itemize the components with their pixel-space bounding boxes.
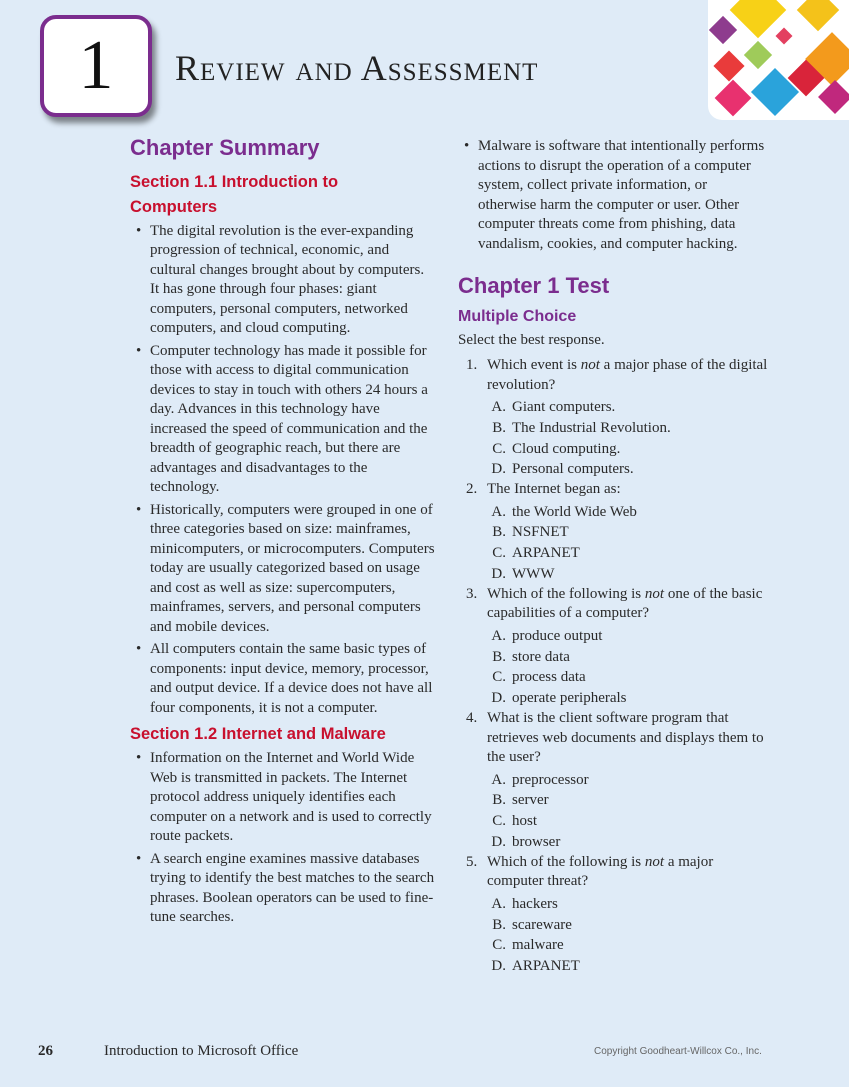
decorative-diamonds-image bbox=[708, 0, 849, 120]
option-letter: B. bbox=[492, 916, 506, 933]
option-text: WWW bbox=[512, 566, 555, 583]
right-column bbox=[458, 137, 768, 977]
question-text: What is the client software program that retrieves web documents and displays them to the user? bbox=[487, 710, 764, 766]
answer-option bbox=[458, 667, 768, 688]
list-item: • The digital revolution is the ever-expanding progression of technical, economic, and cultural changes brought about by computers. It has gone through four phases: giant computers, personal computers, networked computers, and cloud computing. bbox=[130, 222, 436, 339]
answer-option bbox=[458, 397, 768, 418]
answer-option bbox=[458, 935, 768, 956]
question-emphasis: not bbox=[644, 853, 665, 870]
answer-option bbox=[458, 564, 768, 585]
option-text: ARPANET bbox=[512, 958, 580, 975]
question-list bbox=[458, 356, 768, 977]
list-item: • Computer technology has made it possible for those with access to digital communication devices to stay in touch with others 24 hours a day. Advances in this technology have increased the speed of communication and the breadth of geographic reach, but there are advantages and disadvantages to the technology. bbox=[130, 342, 436, 498]
question bbox=[458, 853, 768, 892]
option-text: the World Wide Web bbox=[512, 503, 637, 520]
copyright: Copyright Goodheart-Willcox Co., Inc. bbox=[594, 1046, 762, 1057]
list-item: • Historically, computers were grouped in one of three categories based on size: mainframes, minicomputers, or microcomputers. Computers today are usually categorized based on usage and cost as well as size: supercomputers, mainframes, servers, and personal computers and mobile devices. bbox=[130, 501, 436, 638]
answer-option bbox=[458, 811, 768, 832]
answer-option bbox=[458, 439, 768, 460]
section-bullets bbox=[130, 222, 436, 719]
option-text: process data bbox=[512, 669, 586, 686]
option-text: store data bbox=[512, 648, 570, 665]
option-text: malware bbox=[512, 937, 564, 954]
question bbox=[458, 585, 768, 624]
option-text: Cloud computing. bbox=[512, 440, 621, 457]
answer-option bbox=[458, 894, 768, 915]
list-item: • A search engine examines massive databases trying to identify the best matches to the search phrases. Boolean operators can be used to fine-tune searches. bbox=[130, 850, 436, 928]
option-letter: D. bbox=[491, 461, 506, 478]
option-letter: C. bbox=[492, 545, 506, 562]
option-letter: A. bbox=[491, 399, 506, 415]
question-text: Which event is bbox=[487, 357, 581, 373]
option-text: host bbox=[512, 813, 538, 830]
answer-option bbox=[458, 522, 768, 543]
option-letter: C. bbox=[492, 440, 506, 457]
answer-option bbox=[458, 543, 768, 564]
option-letter: A. bbox=[491, 771, 506, 788]
answer-option bbox=[458, 647, 768, 668]
chapter-summary-heading: Chapter Summary bbox=[130, 135, 320, 160]
option-text: NSFNET bbox=[512, 524, 569, 541]
option-text: ARPANET bbox=[512, 545, 580, 562]
question bbox=[458, 480, 768, 500]
multiple-choice-heading: Multiple Choice bbox=[458, 307, 577, 325]
option-text: preprocessor bbox=[512, 771, 589, 788]
question-number: 3. bbox=[466, 585, 478, 602]
chapter-number-badge bbox=[40, 15, 152, 117]
answer-option bbox=[458, 688, 768, 709]
question bbox=[458, 356, 768, 395]
option-letter: D. bbox=[491, 958, 506, 975]
option-letter: C. bbox=[492, 937, 506, 954]
section-bullets bbox=[130, 749, 436, 928]
answer-option bbox=[458, 626, 768, 647]
option-letter: B. bbox=[492, 792, 506, 809]
answer-option bbox=[458, 790, 768, 811]
option-letter: A. bbox=[491, 503, 506, 520]
list-item: • Malware is software that intentionally performs actions to disrupt the operation of a computer system, collect private information, or otherwise harm the computer or user. Other computer threats come from phishing, data vandalism, cookies, and computer hacking. bbox=[458, 137, 768, 254]
answer-option bbox=[458, 502, 768, 523]
answer-option bbox=[458, 956, 768, 977]
question-text: Which of the following is bbox=[487, 585, 645, 602]
question-emphasis: not bbox=[644, 585, 665, 602]
chapter-test-heading: Chapter 1 Test bbox=[458, 273, 610, 298]
question-text: The Internet began as: bbox=[487, 481, 621, 498]
answer-option bbox=[458, 418, 768, 439]
option-letter: D. bbox=[491, 833, 506, 850]
option-text: hackers bbox=[512, 895, 558, 912]
book-title: Introduction to Microsoft Office bbox=[104, 1043, 299, 1059]
page-title: Review and Assessment bbox=[175, 48, 539, 88]
option-letter: D. bbox=[491, 566, 506, 583]
option-letter: B. bbox=[492, 524, 506, 541]
answer-option bbox=[458, 832, 768, 853]
instructions: Select the best response. bbox=[458, 331, 605, 348]
option-text: browser bbox=[512, 833, 561, 850]
option-text: produce output bbox=[512, 627, 603, 644]
question-number: 5. bbox=[466, 853, 478, 870]
question-text-end: a major computer threat? bbox=[487, 853, 714, 890]
section-heading: Section 1.2 Internet and Malware bbox=[130, 725, 386, 743]
option-letter: C. bbox=[492, 813, 506, 830]
question-text-end: one of the basic capabilities of a computer? bbox=[487, 585, 763, 622]
question-number: 1. bbox=[466, 357, 478, 373]
option-text: scareware bbox=[512, 916, 572, 933]
option-text: Personal computers. bbox=[512, 461, 634, 478]
chapter-summary-column bbox=[130, 135, 436, 931]
question-text-end: a major phase of the digital revolution? bbox=[487, 357, 768, 393]
option-text: Giant computers. bbox=[512, 399, 616, 415]
option-letter: D. bbox=[491, 690, 506, 707]
option-letter: A. bbox=[491, 627, 506, 644]
answer-option bbox=[458, 459, 768, 480]
question bbox=[458, 709, 768, 768]
question-text: Which of the following is bbox=[487, 853, 645, 870]
option-letter: B. bbox=[492, 419, 506, 436]
section-bullets-continued bbox=[458, 137, 768, 254]
answer-option bbox=[458, 770, 768, 791]
option-text: server bbox=[512, 792, 549, 809]
section-heading: Section 1.1 Introduction to Computers bbox=[130, 172, 339, 216]
question-number: 4. bbox=[466, 710, 478, 727]
question-emphasis: not bbox=[580, 357, 600, 373]
chapter-number: 1 bbox=[78, 27, 114, 104]
list-item: • Information on the Internet and World Wide Web is transmitted in packets. The Internet protocol address uniquely identifies each computer on a network and is used to correctly route packets. bbox=[130, 749, 436, 847]
page-number: 26 bbox=[38, 1043, 53, 1059]
option-text: The Industrial Revolution. bbox=[512, 419, 671, 436]
option-letter: A. bbox=[491, 895, 506, 912]
option-letter: C. bbox=[492, 669, 506, 686]
question-number: 2. bbox=[466, 481, 478, 498]
answer-option bbox=[458, 915, 768, 936]
option-text: operate peripherals bbox=[512, 690, 627, 707]
option-letter: B. bbox=[492, 648, 506, 665]
list-item: • All computers contain the same basic types of components: input device, memory, processor, and output device. If a device does not have all four components, it is not a computer. bbox=[130, 640, 436, 718]
